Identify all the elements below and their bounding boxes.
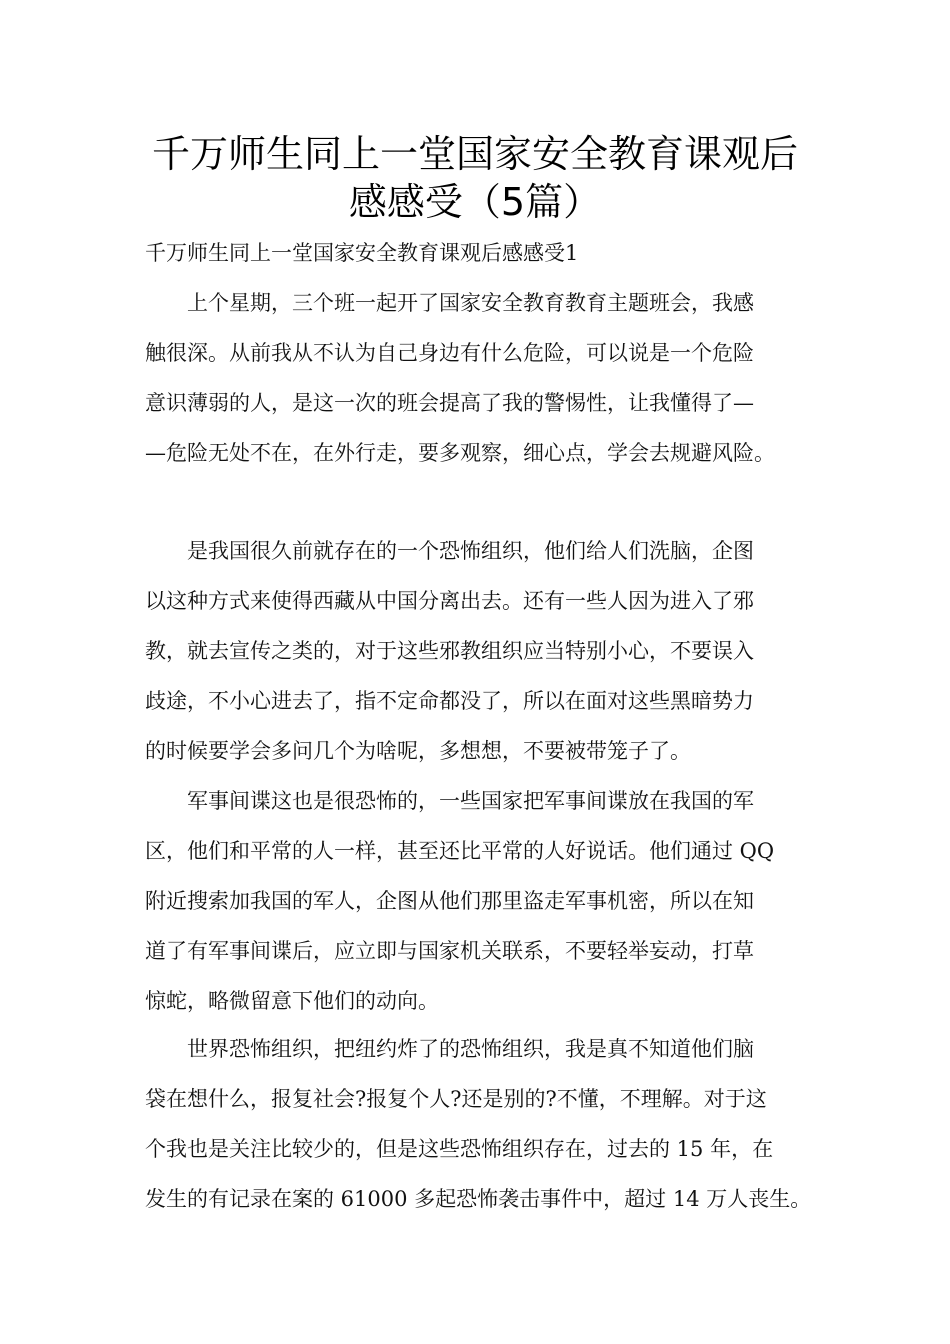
paragraph-line: 道了有军事间谍后，应立即与国家机关联系，不要轻举妄动，打草 [145,939,754,963]
paragraph-line: 发生的有记录在案的 61000 多起恐怖袭击事件中，超过 14 万人丧生。 [145,1187,812,1211]
paragraph-line: 以这种方式来使得西藏从中国分离出去。还有一些人因为进入了邪 [145,589,754,613]
document-title-line-2: 感感受（5篇） [348,180,602,224]
paragraph-line: 意识薄弱的人，是这一次的班会提高了我的警惕性，让我懂得了— [145,391,754,415]
paragraph-line: 教，就去宣传之类的，对于这些邪教组织应当特别小心，不要误入 [145,639,754,663]
paragraph-3 [145,776,825,1026]
paragraph-line: 上个星期，三个班一起开了国家安全教育教育主题班会，我感 [145,291,754,315]
paragraph-line: 惊蛇，略微留意下他们的动向。 [145,989,439,1013]
paragraph-line: 个我也是关注比较少的，但是这些恐怖组织存在，过去的 15 年，在 [145,1137,774,1161]
paragraph-4 [145,1024,825,1224]
paragraph-line: 附近搜索加我国的军人，企图从他们那里盗走军事机密，所以在知 [145,889,754,913]
paragraph-line: 袋在想什么，报复社会?报复个人?还是别的?不懂，不理解。对于这 [145,1087,767,1111]
paragraph-line: 歧途，不小心进去了，指不定命都没了，所以在面对这些黑暗势力 [145,689,754,713]
paragraph-line: 的时候要学会多问几个为啥呢，多想想，不要被带笼子了。 [145,739,691,763]
paragraph-line: —危险无处不在，在外行走，要多观察，细心点，学会去规避风险。 [145,441,775,465]
paragraph-line: 军事间谍这也是很恐怖的，一些国家把军事间谍放在我国的军 [145,789,754,813]
paragraph-line: 世界恐怖组织，把纽约炸了的恐怖组织，我是真不知道他们脑 [145,1037,754,1061]
paragraph-line: 是我国很久前就存在的一个恐怖组织，他们给人们洗脑，企图 [145,539,754,563]
document-title-line-1: 千万师生同上一堂国家安全教育课观后 [151,132,798,176]
section-heading: 千万师生同上一堂国家安全教育课观后感感受1 [145,241,579,265]
paragraph-line: 区，他们和平常的人一样，甚至还比平常的人好说话。他们通过 QQ [145,839,775,863]
paragraph-1 [145,278,825,478]
paragraph-line: 触很深。从前我从不认为自己身边有什么危险，可以说是一个危险 [145,341,754,365]
paragraph-2 [145,526,825,776]
